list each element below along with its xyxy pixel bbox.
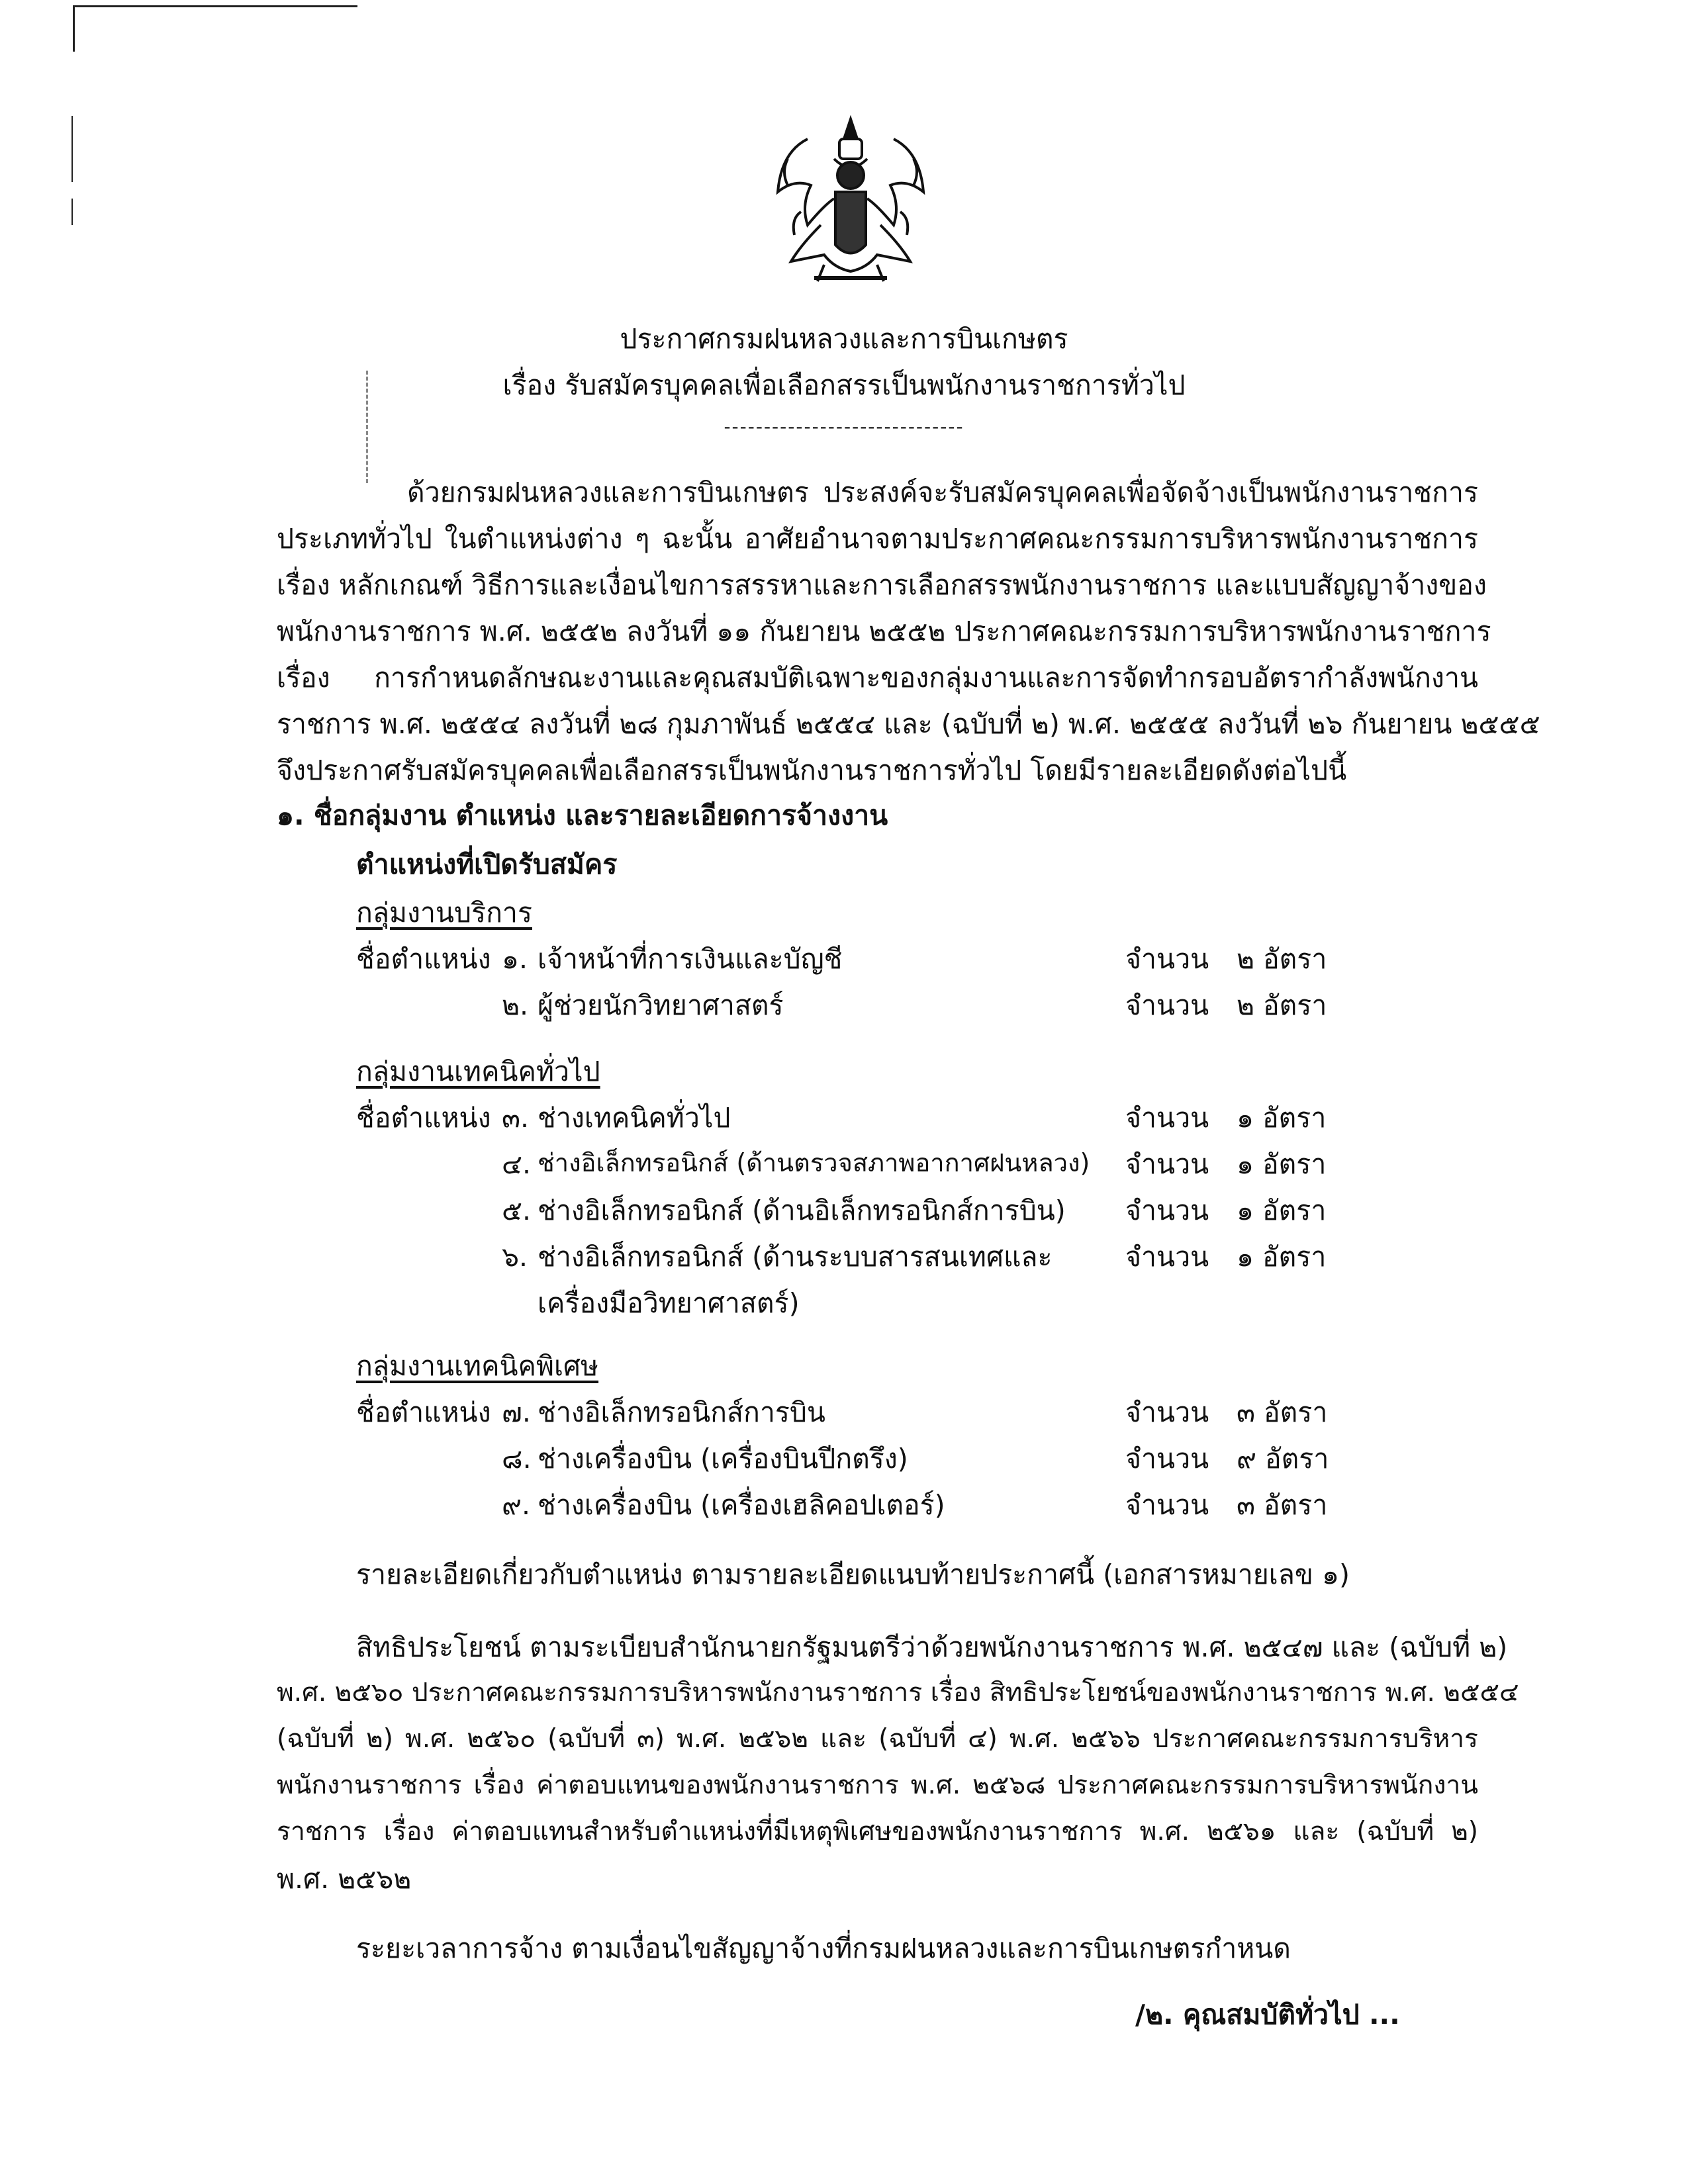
position-count: ๒ อัตรา — [1237, 989, 1327, 1021]
position-title: ช่างอิเล็กทรอนิกส์การบิน — [538, 1396, 825, 1428]
announcement-subject: เรื่อง รับสมัครบุคคลเพื่อเลือกสรรเป็นพนักงานราชการทั่วไป — [502, 369, 1186, 401]
position-count-label: จำนวน — [1125, 1241, 1209, 1273]
position-title: ผู้ช่วยนักวิทยาศาสตร์ — [538, 989, 784, 1021]
position-count-label: จำนวน — [1125, 1102, 1209, 1134]
group-special-technical-heading: กลุ่มงานเทคนิคพิเศษ — [356, 1350, 599, 1382]
benefits-line-2: พ.ศ. ๒๕๖๐ ประกาศคณะกรรมการบริหารพนักงานราชการ เรื่อง สิทธิประโยชน์ของพนักงานราชการ พ.ศ. ๒๕๕๔ — [277, 1678, 1519, 1707]
position-number: ๑. — [502, 943, 528, 975]
intro-line-7: จึงประกาศรับสมัครบุคคลเพื่อเลือกสรรเป็นพนักงานราชการทั่วไป โดยมีรายละเอียดดังต่อไปนี้ — [277, 754, 1347, 786]
position-number: ๘. — [502, 1443, 532, 1475]
intro-line-5: เรื่อง การกำหนดลักษณะงานและคุณสมบัติเฉพาะของกลุ่มงานและการจัดทำกรอบอัตรากำลังพนักงาน — [277, 662, 1478, 694]
position-count: ๓ อัตรา — [1237, 1489, 1328, 1521]
position-title: ช่างเครื่องบิน (เครื่องเฮลิคอปเตอร์) — [538, 1489, 945, 1521]
scan-border-left-top — [73, 5, 75, 52]
position-title: ช่างเครื่องบิน (เครื่องบินปีกตรึง) — [538, 1443, 908, 1475]
position-count-label: จำนวน — [1125, 943, 1209, 975]
position-number: ๙. — [502, 1489, 531, 1521]
position-title-continued: เครื่องมือวิทยาศาสตร์) — [538, 1287, 800, 1319]
position-title: ช่างอิเล็กทรอนิกส์ (ด้านระบบสารสนเทศและ — [538, 1241, 1053, 1273]
position-label: ชื่อตำแหน่ง — [356, 943, 491, 975]
position-number: ๗. — [502, 1396, 531, 1428]
benefits-line-6: พ.ศ. ๒๕๖๒ — [277, 1863, 412, 1895]
position-number: ๒. — [502, 989, 529, 1021]
position-number: ๓. — [502, 1102, 530, 1134]
intro-line-6: ราชการ พ.ศ. ๒๕๕๔ ลงวันที่ ๒๘ กุมภาพันธ์ ๒๕๕๔ และ (ฉบับที่ ๒) พ.ศ. ๒๕๕๕ ลงวันที่ ๒๖ กันยายน ๒๕๕๕ — [277, 708, 1540, 740]
intro-line-4: พนักงานราชการ พ.ศ. ๒๕๕๒ ลงวันที่ ๑๑ กันยายน ๒๕๕๒ ประกาศคณะกรรมการบริหารพนักงานราชการ — [277, 615, 1491, 647]
position-count: ๑ อัตรา — [1237, 1148, 1327, 1180]
benefits-line-1: สิทธิประโยชน์ ตามระเบียบสำนักนายกรัฐมนตรีว่าด้วยพนักงานราชการ พ.ศ. ๒๕๔๗ และ (ฉบับที่ ๒) — [356, 1631, 1508, 1663]
position-count-label: จำนวน — [1125, 1195, 1209, 1226]
group-service-heading: กลุ่มงานบริการ — [356, 897, 532, 929]
position-title: ช่างอิเล็กทรอนิกส์ (ด้านอิเล็กทรอนิกส์การบิน) — [538, 1195, 1066, 1226]
position-number: ๖. — [502, 1241, 528, 1273]
position-count-label: จำนวน — [1125, 1489, 1209, 1521]
position-title: ช่างเทคนิคทั่วไป — [538, 1102, 731, 1134]
open-positions-heading: ตำแหน่งที่เปิดรับสมัคร — [356, 848, 618, 880]
position-details-note: รายละเอียดเกี่ยวกับตำแหน่ง ตามรายละเอียดแนบท้ายประกาศนี้ (เอกสารหมายเลข ๑) — [356, 1559, 1350, 1590]
position-count-label: จำนวน — [1125, 1396, 1209, 1428]
position-count-label: จำนวน — [1125, 1148, 1209, 1180]
intro-line-1: ด้วยกรมฝนหลวงและการบินเกษตร ประสงค์จะรับสมัครบุคคลเพื่อจัดจ้างเป็นพนักงานราชการ — [407, 477, 1478, 508]
position-title: เจ้าหน้าที่การเงินและบัญชี — [538, 943, 843, 975]
position-number: ๕. — [502, 1195, 532, 1226]
announcement-title: ประกาศกรมฝนหลวงและการบินเกษตร — [620, 323, 1068, 355]
scan-mark-left-2 — [71, 199, 73, 225]
scan-mark-left-1 — [71, 116, 73, 182]
position-label: ชื่อตำแหน่ง — [356, 1102, 491, 1134]
benefits-line-3: (ฉบับที่ ๒) พ.ศ. ๒๕๖๐ (ฉบับที่ ๓) พ.ศ. ๒๕๖๒ และ (ฉบับที่ ๔) พ.ศ. ๒๕๖๖ ประกาศคณะกรรมการบริหาร — [277, 1724, 1478, 1754]
page-continuation: /๒. คุณสมบัติทั่วไป ... — [1135, 1999, 1400, 2030]
position-count-label: จำนวน — [1125, 1443, 1209, 1475]
intro-line-3: เรื่อง หลักเกณฑ์ วิธีการและเงื่อนไขการสรรหาและการเลือกสรรพนักงานราชการ และแบบสัญญาจ้างของ — [277, 569, 1487, 601]
position-title: ช่างอิเล็กทรอนิกส์ (ด้านตรวจสภาพอากาศฝนหลวง) — [538, 1148, 1090, 1177]
section-1-heading: ๑. ชื่อกลุ่มงาน ตำแหน่ง และรายละเอียดการจ้างงาน — [277, 799, 888, 831]
position-label: ชื่อตำแหน่ง — [356, 1396, 491, 1428]
position-count: ๙ อัตรา — [1237, 1443, 1329, 1475]
intro-line-2: ประเภททั่วไป ในตำแหน่งต่าง ๆ ฉะนั้น อาศัยอำนาจตามประกาศคณะกรรมการบริหารพนักงานราชการ — [277, 523, 1478, 555]
position-count: ๒ อัตรา — [1237, 943, 1327, 975]
benefits-line-4: พนักงานราชการ เรื่อง ค่าตอบแทนของพนักงานราชการ พ.ศ. ๒๕๖๘ ประกาศคณะกรรมการบริหารพนักงาน — [277, 1770, 1478, 1800]
position-count: ๑ อัตรา — [1237, 1241, 1327, 1273]
employment-period: ระยะเวลาการจ้าง ตามเงื่อนไขสัญญาจ้างที่กรมฝนหลวงและการบินเกษตรกำหนด — [356, 1933, 1291, 1964]
position-count-label: จำนวน — [1125, 989, 1209, 1021]
title-separator: ------------------------------ — [724, 416, 964, 437]
benefits-line-5: ราชการ เรื่อง ค่าตอบแทนสำหรับตำแหน่งที่มีเหตุพิเศษของพนักงานราชการ พ.ศ. ๒๕๖๑ และ (ฉบับที่ ๒) — [277, 1817, 1478, 1846]
position-count: ๑ อัตรา — [1237, 1195, 1327, 1226]
scan-border-top — [73, 5, 357, 7]
position-count: ๑ อัตรา — [1237, 1102, 1327, 1134]
garuda-emblem-icon — [761, 113, 940, 291]
group-general-technical-heading: กลุ่มงานเทคนิคทั่วไป — [356, 1056, 600, 1087]
position-count: ๓ อัตรา — [1237, 1396, 1328, 1428]
position-number: ๔. — [502, 1148, 532, 1180]
